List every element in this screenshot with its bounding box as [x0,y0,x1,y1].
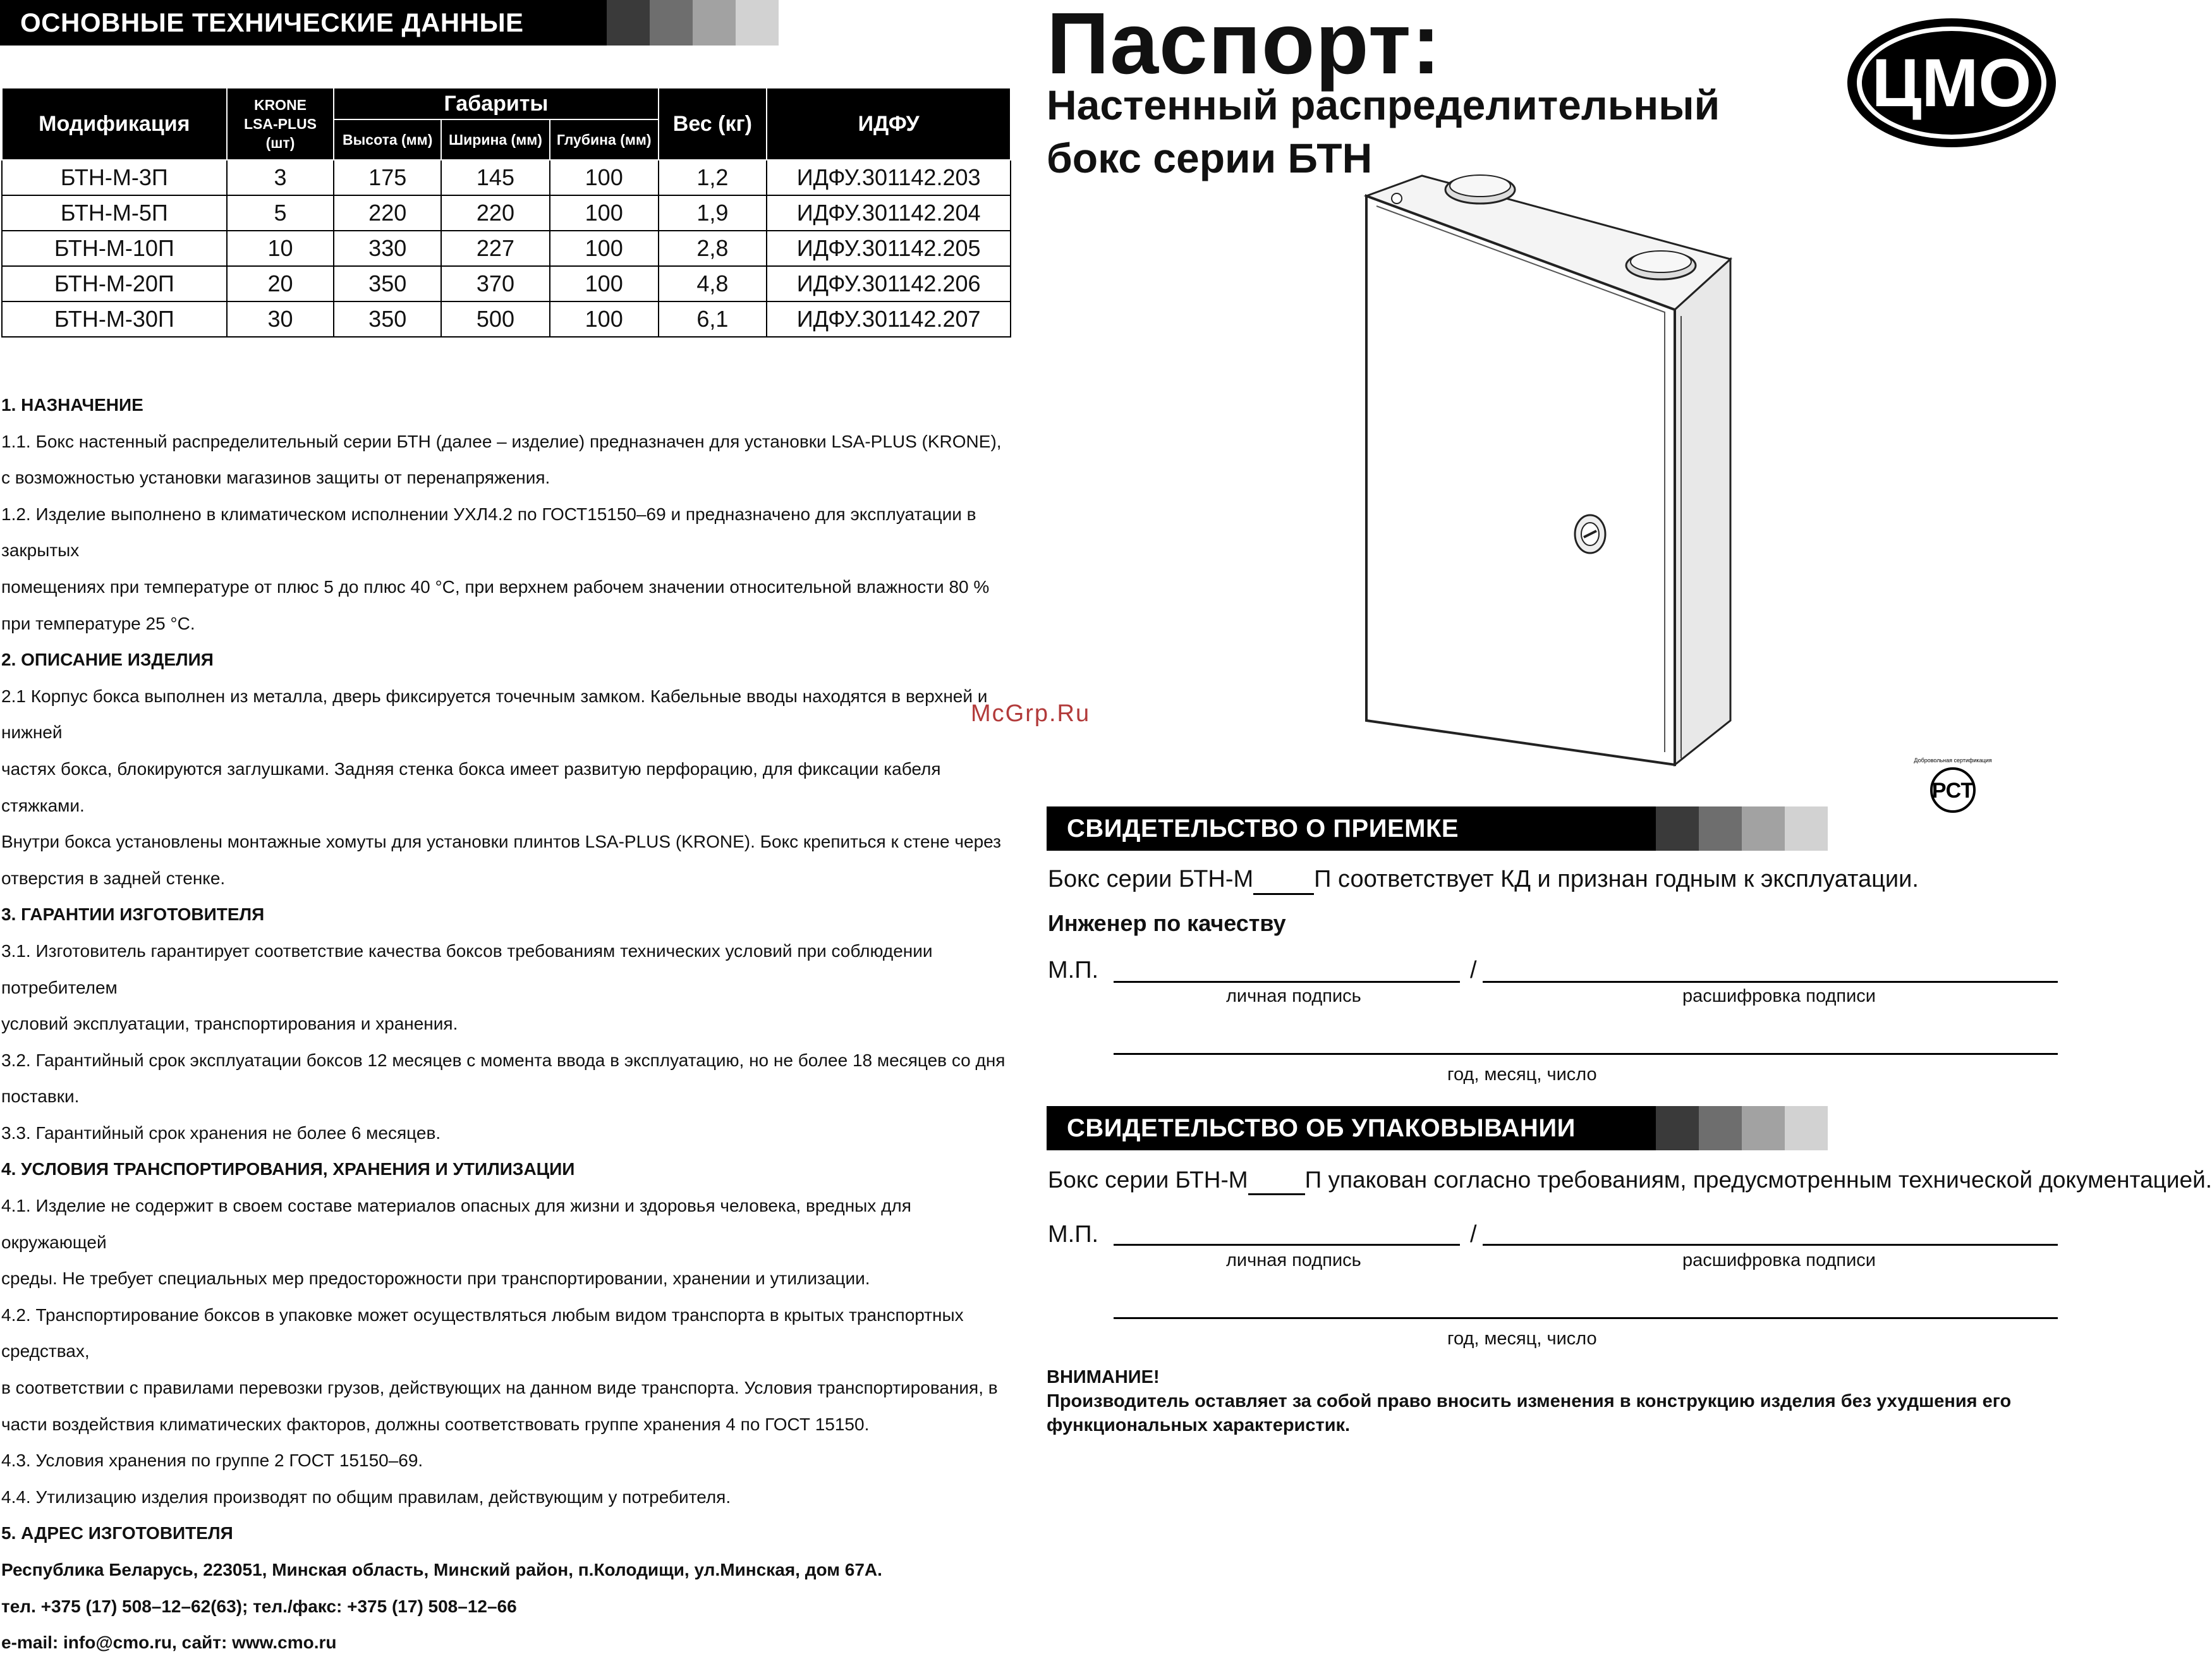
table-cell: 220 [441,195,550,231]
table-cell: 100 [550,301,659,337]
table-cell: 2,8 [659,231,767,266]
packing-statement-post: П упакован согласно требованиям, предусмотренным технической документацией. [1304,1167,2212,1193]
table-cell: ИДФУ.301142.203 [767,160,1011,195]
swatch-mid [1699,1106,1742,1150]
warning-text: Производитель оставляет за собой право вносить изменения в конструкцию изделия без ухудшения его функциональных характеристик. [1047,1391,2012,1435]
table-row [2,195,1011,231]
col-krone-line3: (шт) [265,135,295,151]
col-krone-line1: KRONE [253,97,307,113]
table-cell: ИДФУ.301142.207 [767,301,1011,337]
section-line: частях бокса, блокируются заглушками. Задняя стенка бокса имеет развитую перфорацию, для фиксации кабеля стяжками. [1,758,941,815]
table-cell: БТН-М-10П [2,231,227,266]
packing-mp: М.П. [1048,1221,1099,1248]
passport-text [1,387,1012,1661]
tech-data-header-bar [0,0,779,46]
acceptance-header: СВИДЕТЕЛЬСТВО О ПРИЕМКЕ [1047,806,1656,851]
section-line: 4.1. Изделие не содержит в своем составе материалов опасных для жизни и здоровья человека, вредных для окружающей [1,1196,911,1252]
section-heading: 5. АДРЕС ИЗГОТОВИТЕЛЯ [1,1523,233,1543]
acceptance-signature-line [1114,981,1460,983]
cert-caption: Добровольная сертификация [1914,757,1992,764]
col-krone [227,88,334,160]
section-line: 3.1. Изготовитель гарантирует соответствие качества боксов требованиям технических условий при соблюдении потребителем [1,940,933,997]
logo-ellipse-icon [1845,16,2058,149]
acceptance-statement-pre: Бокс серии БТН-М [1048,866,1254,892]
box-drawing-icon [1359,171,1738,790]
swatch-lightest [1785,1106,1828,1150]
col-depth: Глубина (мм) [550,119,659,160]
table-cell: 6,1 [659,301,767,337]
table-cell: 500 [441,301,550,337]
swatch-dark [1656,806,1699,851]
section-line: помещениях при температуре от плюс 5 до плюс 40 °С, при верхнем рабочем значении относительной влажности 80 % [1,576,990,597]
section-heading: 1. НАЗНАЧЕНИЕ [1,395,143,415]
table-cell: 370 [441,266,550,301]
table-cell: 5 [227,195,334,231]
table-cell: 10 [227,231,334,266]
warning-title: ВНИМАНИЕ! [1047,1367,1160,1387]
section-line: Внутри бокса установлены монтажные хомуты для установки плинтов LSA-PLUS (KRONE). Бокс крепиться к стене через [1,832,1001,852]
table-cell: 100 [550,231,659,266]
table-cell: 100 [550,160,659,195]
model-blank [1253,866,1314,895]
subtitle-line1: Настенный распределительный [1047,82,1720,128]
table-cell: БТН-М-5П [2,195,227,231]
col-modification: Модификация [2,88,227,160]
section-line: 3.2. Гарантийный срок эксплуатации боксов 12 месяцев с момента ввода в эксплуатацию, но не более 18 месяцев со дня [1,1050,1006,1070]
packing-signature-caption: личная подпись [1226,1250,1361,1270]
packing-header: СВИДЕТЕЛЬСТВО ОБ УПАКОВЫВАНИИ [1047,1106,1656,1150]
engineer-label: Инженер по качеству [1048,910,1286,936]
tech-data-header: ОСНОВНЫЕ ТЕХНИЧЕСКИЕ ДАННЫЕ [0,0,607,46]
packing-slash: / [1470,1221,1477,1248]
swatch-mid [1699,806,1742,851]
swatch-light [1742,1106,1785,1150]
table-cell: 20 [227,266,334,301]
table-cell: 100 [550,266,659,301]
certification-mark [1915,752,1991,828]
subtitle-line2: бокс серии БТН [1047,135,1373,181]
section-line: части воздействия климатических факторов, должны соответствовать группе хранения 4 по ГОСТ 15150. [1,1414,870,1434]
section-line: e-mail: info@cmo.ru, сайт: www.cmo.ru [1,1633,337,1653]
table-cell: ИДФУ.301142.206 [767,266,1011,301]
rst-certification-icon [1915,752,1991,828]
table-cell: 330 [334,231,441,266]
packing-statement [1048,1167,2212,1195]
acceptance-decoding-caption: расшифровка подписи [1682,986,1876,1006]
acceptance-date-line [1114,1053,2058,1055]
swatch-light [1742,806,1785,851]
table-cell: 350 [334,266,441,301]
col-dimensions: Габариты [334,88,658,119]
swatch-lightest [736,0,779,46]
section-line: 4.4. Утилизацию изделия производят по общим правилам, действующим у потребителя. [1,1487,731,1507]
swatch-dark [1656,1106,1699,1150]
section-line: с возможностью установки магазинов защиты от перенапряжения. [1,468,550,488]
packing-header-bar [1047,1106,1828,1150]
swatch-dark [607,0,650,46]
col-krone-line2: LSA-PLUS [243,116,317,132]
tech-data-table [1,87,1011,338]
packing-statement-pre: Бокс серии БТН-М [1048,1167,1248,1193]
warning-block [1047,1365,2058,1437]
cmo-logo [1845,16,2058,149]
acceptance-statement [1048,866,1919,895]
table-cell: БТН-М-20П [2,266,227,301]
table-cell: 3 [227,160,334,195]
col-idfu: ИДФУ [767,88,1011,160]
table-cell: 175 [334,160,441,195]
table-cell: 1,2 [659,160,767,195]
table-cell: 4,8 [659,266,767,301]
acceptance-signature-caption: личная подпись [1226,986,1361,1006]
table-row [2,301,1011,337]
table-cell: ИДФУ.301142.205 [767,231,1011,266]
col-weight: Вес (кг) [659,88,767,160]
page-subtitle [1047,78,1720,185]
section-line: 1.1. Бокс настенный распределительный серии БТН (далее – изделие) предназначен для установки LSA-PLUS (KRONE), [1,431,1002,451]
swatch-mid [650,0,693,46]
table-cell: 350 [334,301,441,337]
section-line: среды. Не требует специальных мер предосторожности при транспортировании, хранении и утилизации. [1,1269,870,1289]
col-height: Высота (мм) [334,119,441,160]
section-heading: 3. ГАРАНТИИ ИЗГОТОВИТЕЛЯ [1,904,265,925]
packing-signature-line [1114,1244,1460,1246]
table-cell: 30 [227,301,334,337]
section-line: 3.3. Гарантийный срок хранения не более 6 месяцев. [1,1123,441,1143]
table-cell: 220 [334,195,441,231]
section-line: 1.2. Изделие выполнено в климатическом исполнении УХЛ4.2 по ГОСТ15150–69 и предназначено для эксплуатации в закрытых [1,504,976,561]
acceptance-decoding-line [1483,981,2058,983]
tech-table-body [2,160,1011,337]
table-cell: БТН-М-3П [2,160,227,195]
packing-decoding-line [1483,1244,2058,1246]
section-line: отверстия в задней стенке. [1,868,226,888]
col-width: Ширина (мм) [441,119,550,160]
logo-text: ЦМО [1871,44,2032,121]
cert-label: РСТ [1931,779,1974,803]
acceptance-date-caption: год, месяц, число [1447,1064,1597,1085]
packing-date-caption: год, месяц, число [1447,1329,1597,1349]
model-blank [1248,1167,1305,1195]
section-line: 4.2. Транспортирование боксов в упаковке может осуществляться любым видом транспорта в крытых транспортных средствах, [1,1305,964,1361]
table-cell: 227 [441,231,550,266]
box-illustration [1359,171,1738,790]
watermark: McGrp.Ru [971,700,1091,727]
table-cell: 145 [441,160,550,195]
table-cell: ИДФУ.301142.204 [767,195,1011,231]
acceptance-statement-post: П соответствует КД и признан годным к эксплуатации. [1314,866,1919,892]
table-cell: 100 [550,195,659,231]
section-line: условий эксплуатации, транспортирования и хранения. [1,1014,458,1034]
packing-decoding-caption: расшифровка подписи [1682,1250,1876,1270]
section-line: поставки. [1,1086,80,1107]
page-title: Паспорт: [1047,0,1442,92]
section-line: при температуре 25 °С. [1,613,195,633]
section-line: в соответствии с правилами перевозки грузов, действующих на данном виде транспорта. Условия транспортирования, в [1,1378,998,1398]
table-row [2,266,1011,301]
packing-date-line [1114,1317,2058,1319]
section-heading: 2. ОПИСАНИЕ ИЗДЕЛИЯ [1,650,214,670]
acceptance-mp: М.П. [1048,957,1099,983]
swatch-light [693,0,736,46]
section-heading: 4. УСЛОВИЯ ТРАНСПОРТИРОВАНИЯ, ХРАНЕНИЯ И УТИЛИЗАЦИИ [1,1159,575,1179]
swatch-lightest [1785,806,1828,851]
table-cell: 1,9 [659,195,767,231]
section-line: тел. +375 (17) 508–12–62(63); тел./факс: +375 (17) 508–12–66 [1,1596,517,1616]
table-row [2,160,1011,195]
section-line: 2.1 Корпус бокса выполнен из металла, дверь фиксируется точечным замком. Кабельные вводы находятся в верхней и нижней [1,686,988,743]
acceptance-slash: / [1470,957,1477,983]
section-line: Республика Беларусь, 223051, Минская область, Минский район, п.Колодищи, ул.Минская, дом 67А. [1,1560,882,1579]
section-line: 4.3. Условия хранения по группе 2 ГОСТ 15150–69. [1,1451,423,1471]
table-cell: БТН-М-30П [2,301,227,337]
table-row [2,231,1011,266]
acceptance-header-bar [1047,806,1828,851]
